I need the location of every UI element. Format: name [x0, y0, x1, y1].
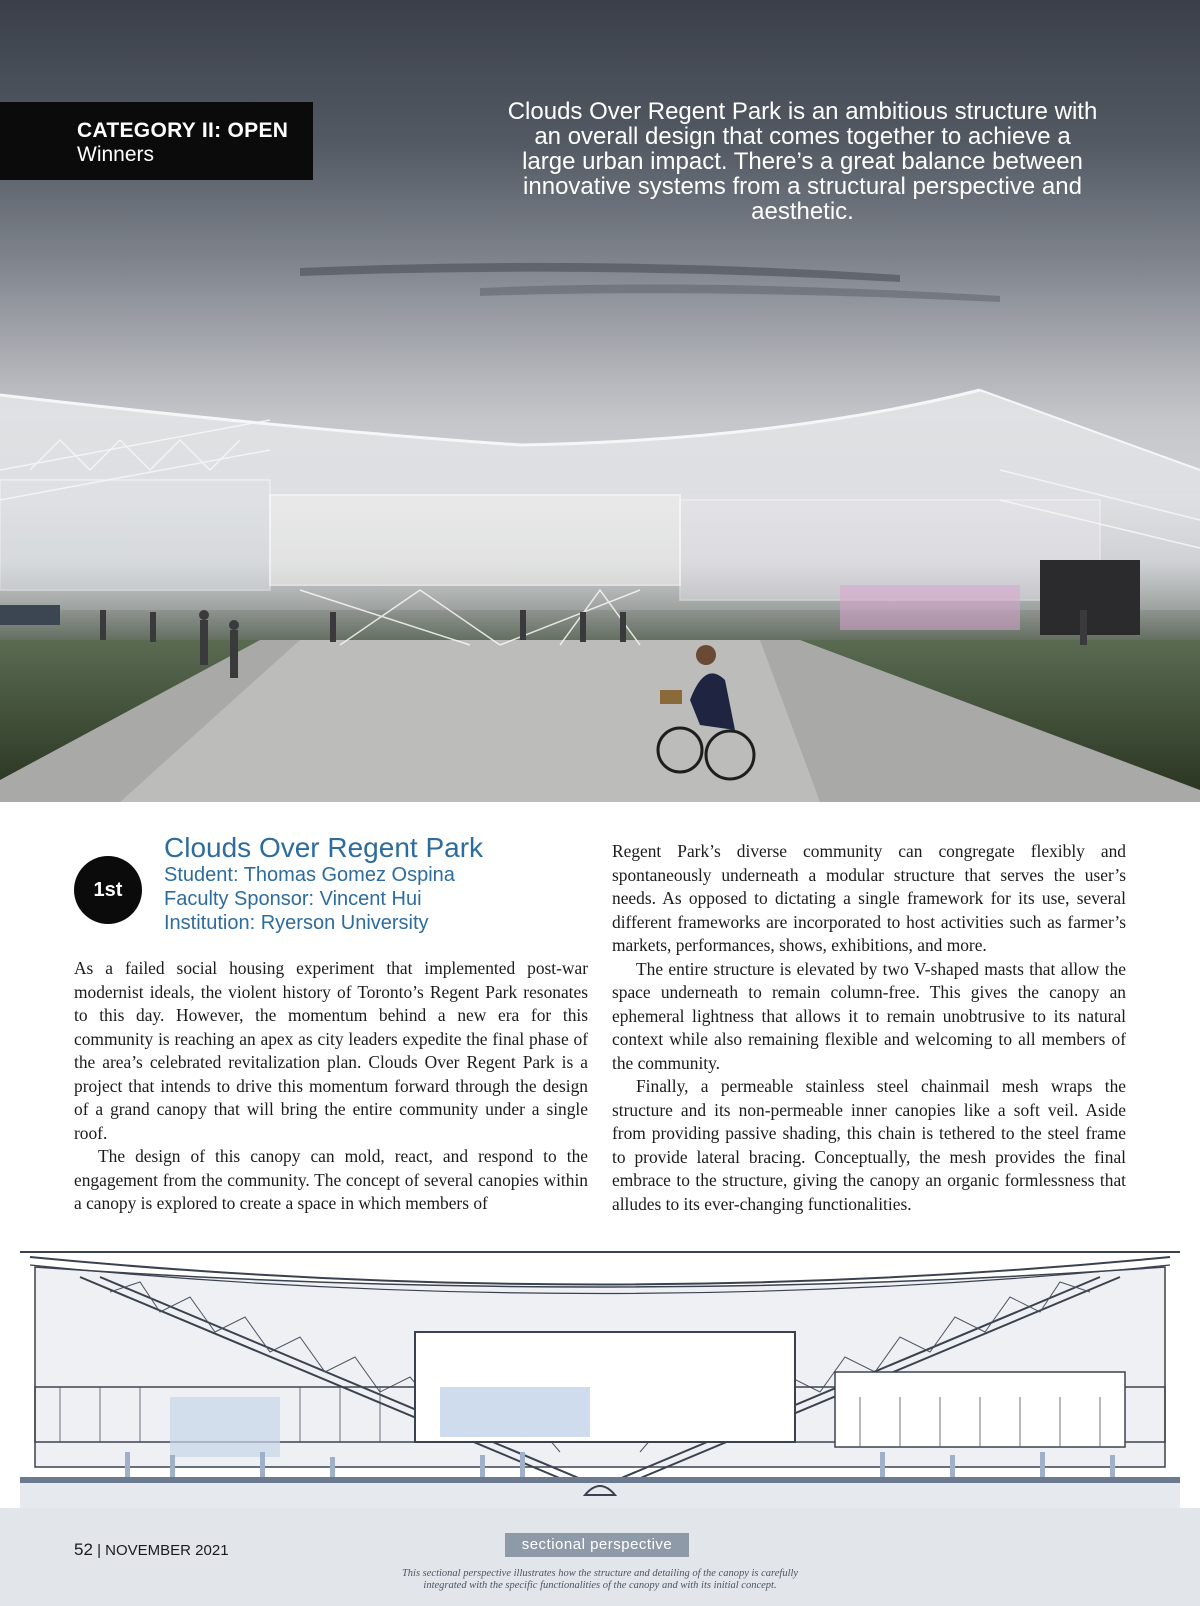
article-paragraph: The entire structure is elevated by two V-shaped masts that allow the space underneath to remain column-free. This gives the canopy an ephemeral lightness that allows it to remain unobtrusive to its natural context while also remaining flexible and welcoming to all members of the community.	[612, 958, 1126, 1073]
article-paragraph: The design of this canopy can mold, react, and respond to the engagement from the community. The concept of several canopies within a canopy is explored to create a space in which members of	[74, 1146, 588, 1213]
project-title: Clouds Over Regent Park	[164, 832, 484, 863]
article-paragraph: Finally, a permeable stainless steel chainmail mesh wraps the structure and its non-permeable inner canopies like a soft veil. Aside from providing passive shading, this chain is tethered to the steel frame to provide lateral bracing. Conceptually, the mesh provides the final embrace to the structure, giving the canopy an organic formlessness that alludes to its ever-changing functionalities.	[612, 1076, 1126, 1214]
issue-date: NOVEMBER 2021	[105, 1542, 229, 1559]
sectional-drawing	[0, 1237, 1200, 1528]
category-title: CATEGORY II: OPEN	[77, 119, 289, 142]
article-paragraph: As a failed social housing experiment that implemented post-war modernist ideals, the violent history of Toronto’s Regent Park resonates to this day. However, the momentum behind a new era for this community is reaching an apex as city leaders expedite the final phase of the area’s celebrated revitalization plan. Clouds Over Regent Park is a project that intends to drive this momentum forward through the design of a grand canopy that will bring the entire community under a single roof.	[74, 958, 588, 1143]
figure-caption: This sectional perspective illustrates how the structure and detailing of the canopy is carefully integrated with the specific functionalities of the canopy and with its initial concept.	[401, 1568, 799, 1591]
judges-quote: Clouds Over Regent Park is an ambitious structure with an overall design that comes together to achieve a large urban impact. There’s a great balance between innovative systems from a structural perspective and aesthetic.	[507, 98, 1098, 225]
figure-label: sectional perspective	[505, 1533, 689, 1557]
article-column-left	[74, 957, 588, 1216]
article-paragraph: Regent Park’s diverse community can congregate flexibly and spontaneously underneath a modular structure that serves the user’s needs. As opposed to dictating a single framework for its use, several different frameworks are incorporated to host activities such as farmer’s markets, performances, shows, exhibitions, and more.	[612, 841, 1126, 955]
category-subtitle: Winners	[77, 143, 155, 166]
student-name: Student: Thomas Gomez Ospina	[164, 864, 455, 886]
page-number: 52	[74, 1540, 93, 1559]
section-illustration	[0, 1237, 1200, 1528]
article-column-right	[612, 840, 1126, 1216]
faculty-sponsor: Faculty Sponsor: Vincent Hui	[164, 888, 422, 910]
page-footer: 52 | NOVEMBER 2021	[74, 1540, 229, 1559]
rank-badge: 1st	[74, 856, 142, 924]
institution: Institution: Ryerson University	[164, 912, 429, 934]
